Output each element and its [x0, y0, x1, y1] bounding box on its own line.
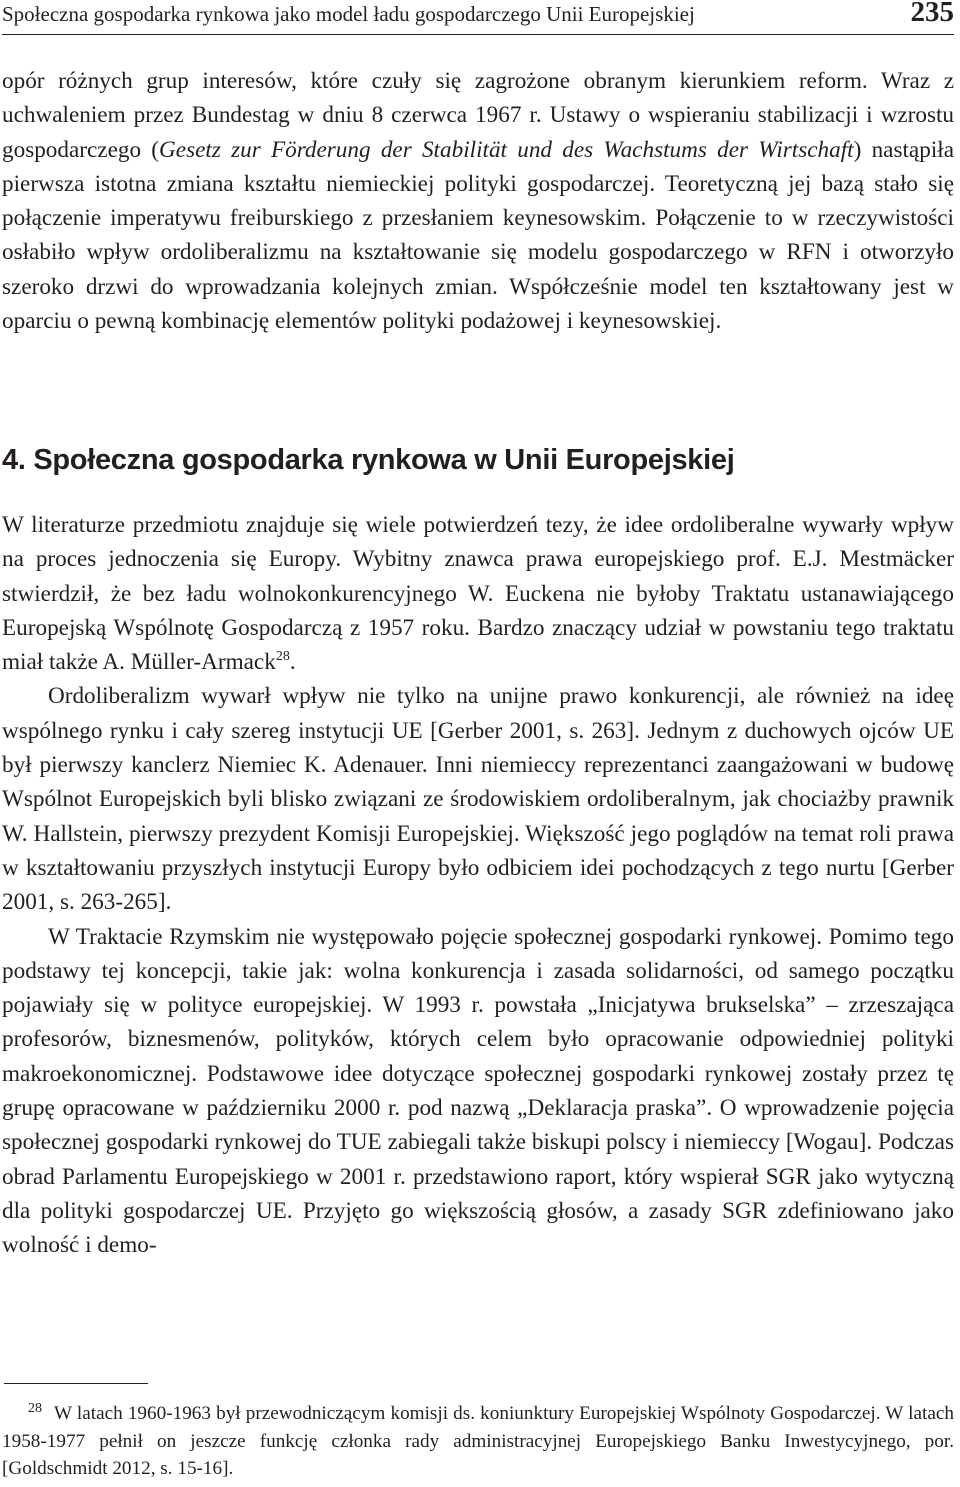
section-heading: 4. Społeczna gospodarka rynkowa w Unii Europejskiej [2, 444, 735, 476]
paragraph-text [2, 64, 954, 338]
text-run: W literaturze przedmiotu znajduje się wiele potwierdzeń tezy, że idee ordoliberalne wywarły wpływ na proces jednoczenia się Europy. Wybitny znawca prawa europejskiego prof. E.J. Mestmäcker stwierdził, że bez ładu wolnokonkurencyjnego W. Euckena nie byłoby Traktatu ustanawiającego Europejską Wspólnotę Gospodarczą z 1957 roku. Bardzo znaczący udział w powstaniu tego traktatu miał także A. Müller-Armack [2, 512, 954, 676]
footnote-reference[interactable]: 28 [275, 649, 290, 665]
footnote-text: W latach 1960-1963 był przewodniczącym komisji ds. koniunktury Europejskiej Wspólnoty Gospodarczej. W latach 1958-1977 pełnił on jeszcze funkcję członka rady administracyjnej Europejskiego Banku Inwestycyjnego, por. [Goldschmidt 2012, s. 15-16]. [2, 1403, 954, 1479]
text-run: ) nastąpiła pierwsza istotna zmiana kształtu niemieckiej polityki gospodarczej. Teoretyczną jej bazą stało się połączenie imperatywu freiburskiego z przesłaniem keynesowskim. Połączenie to w rzeczywistości osłabiło wpływ ordoliberalizmu na kształtowanie się modelu gospodarczego w RFN i otworzyło szeroko drzwi do wprowadzania kolejnych zmian. Współcześnie model ten kształtowany jest w oparciu o pewną kombinację elementów polityki podażowej i keynesowskiej. [2, 136, 954, 335]
footnote: 28 W latach 1960-1963 był przewodniczącym komisji ds. koniunktury Europejskiej Wspólnoty Gospodarczej. W latach 1958-1977 pełnił on jeszcze funkcję członka rady administracyjnej Europejskiego Banku Inwestycyjnego, por. [Goldschmidt 2012, s. 15-16]. [2, 1401, 954, 1479]
section-paragraph-1 [2, 508, 954, 679]
running-header [2, 0, 954, 35]
running-title: Społeczna gospodarka rynkowa jako model ładu gospodarczego Unii Europejskiej [2, 2, 695, 26]
section-paragraph-3: W Traktacie Rzymskim nie występowało pojęcie społecznej gospodarki rynkowej. Pomimo tego podstawy tej koncepcji, takie jak: wolna konkurencja i zasada solidarności, od samego początku pojawiały się w polityce europejskiej. W 1993 r. powstała „Inicjatywa brukselska” – zrzeszająca profesorów, biznesmenów, polityków, których celem było opracowanie odpowiedniej polityki makroekonomicznej. Podstawowe idee dotyczące społecznej gospodarki rynkowej zostały przez tę grupę opracowane w październiku 2000 r. pod nazwą „Deklaracja praska”. O wprowadzenie pojęcia społecznej gospodarki rynkowej do TUE zabiegali także biskupi polscy i niemieccy [Wogau]. Podczas obrad Parlamentu Europejskiego w 2001 r. przedstawiono raport, który wspierał SGR jako wytyczną dla polityki gospodarczej UE. Przyjęto go większością głosów, a zasady SGR zdefiniowano jako wolność i demo- [2, 923, 954, 1259]
text-run: opór różnych grup interesów, które czuły się zagrożone obranym kierunkiem reform. Wraz z uchwaleniem przez Bundestag w dniu 8 czerwca 1967 r. Ustawy o wspieraniu stabilizacji i wzrostu gospodarczego ( [2, 68, 954, 163]
text-run: . [289, 649, 296, 676]
section-paragraph-2: Ordoliberalizm wywarł wpływ nie tylko na unijne prawo konkurencji, ale również na ideę wspólnego rynku i cały szereg instytucji UE [Gerber 2001, s. 263]. Jednym z duchowych ojców UE był pierwszy kanclerz Niemiec K. Adenauer. Inni niemieccy reprezentanci zaangażowani w budowę Wspólnot Europejskich byli blisko związani ze środowiskiem ordoliberalnym, jak chociażby prawnik W. Hallstein, pierwszy prezydent Komisji Europejskiej. Większość jego poglądów na temat roli prawa w kształtowaniu przyszłych instytucji Europy było odbiciem idei pochodzących z tego nurtu [Gerber 2001, s. 263-265]. [2, 683, 954, 916]
footnote-divider [4, 1383, 148, 1384]
intro-paragraph [2, 64, 954, 338]
section-body [2, 508, 954, 1263]
german-law-title: Gesetz zur Förderung der Stabilität und des Wachstums der Wirtschaft [159, 136, 854, 163]
page-number: 235 [910, 0, 954, 28]
